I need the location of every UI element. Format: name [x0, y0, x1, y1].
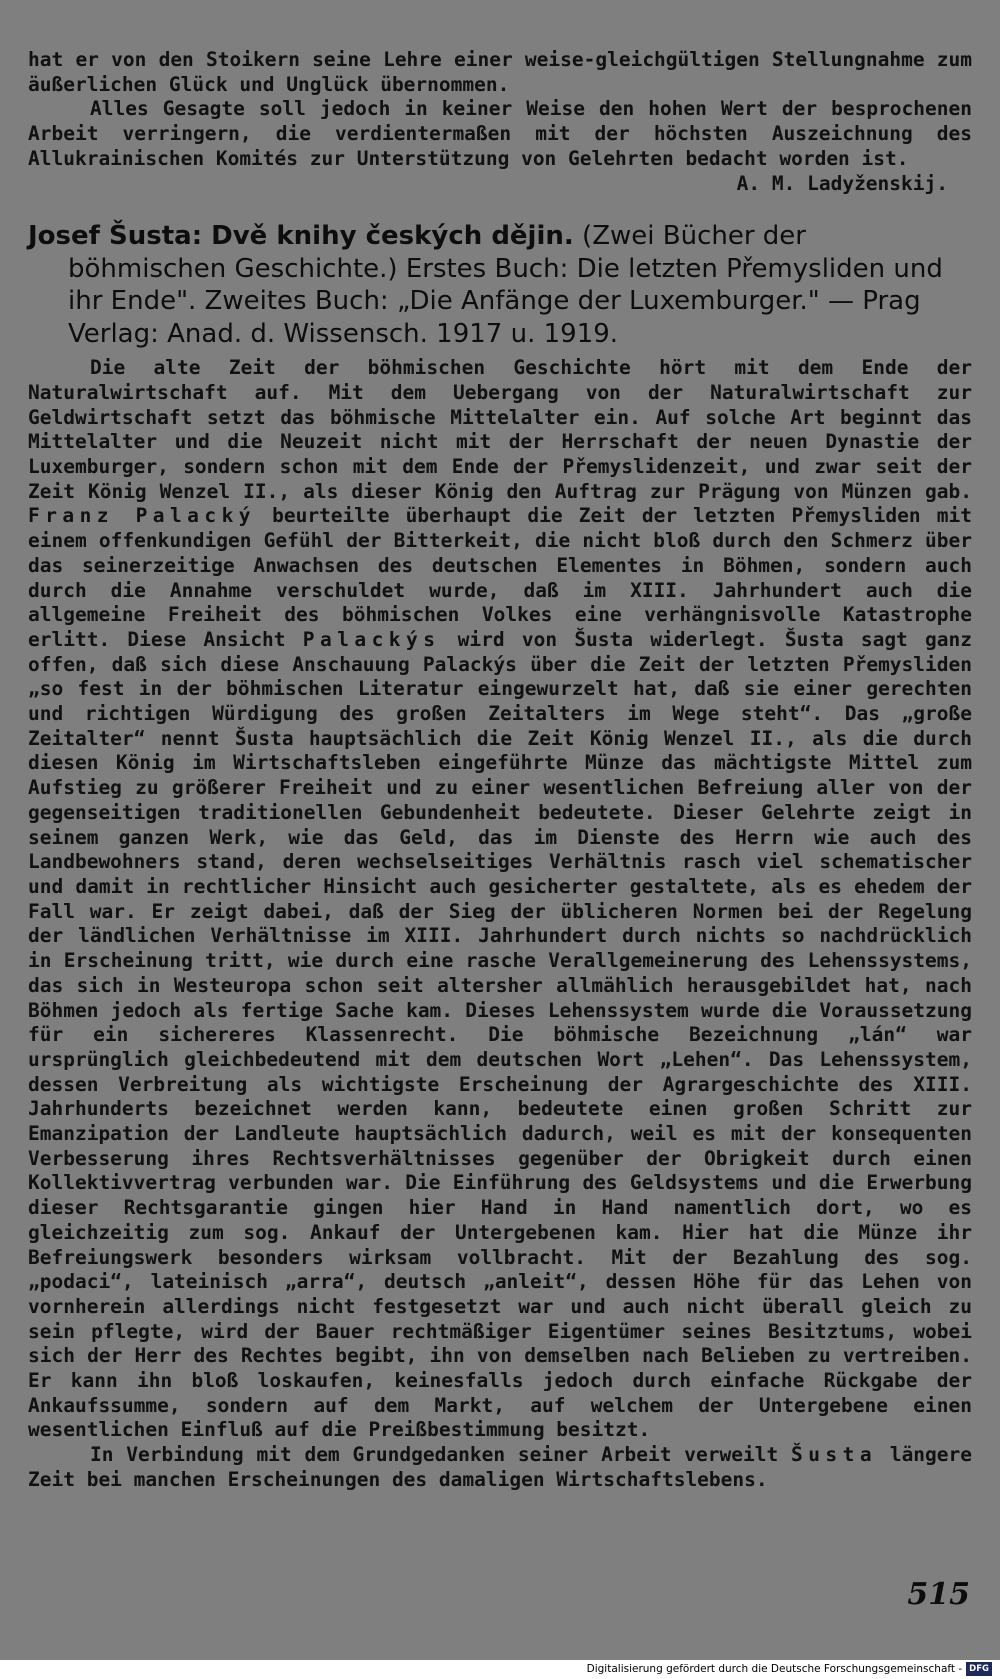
body-text-segment: Die alte Zeit der böhmischen Geschichte hört mit dem Ende der Naturalwirtschaft auf. Mit dem Uebergang von der Naturalwirtschaft zur Geldwirtschaft setzt das böhmische Mittelalter ein. Auf solche Art beginnt das Mittelalter und die Neuzeit nicht mit der Herrschaft der neuen Dynastie der Luxemburger, sondern schon mit dem Ende der Přemyslidenzeit, und zwar seit der Zeit König Wenzel II., als dieser König den Auftrag zur Prägung von Münzen gab.	[28, 356, 972, 503]
body-text-segment: längere Zeit bei manchen Erscheinungen des damaligen Wirtschaftslebens.	[28, 1443, 973, 1491]
review-closing-paragraph	[28, 1443, 972, 1492]
review-heading	[28, 220, 972, 350]
review-signature: A. M. Ladyženskij.	[736, 171, 948, 195]
intro-paragraph-continued: hat er von den Stoikern seine Lehre einer weise-gleichgültigen Stellungnahme zum äußerlichen Glück und Unglück übernommen.	[28, 48, 972, 96]
intro-paragraph: Alles Gesagte soll jedoch in keiner Weise den hohen Wert der besprochenen Arbeit verringern, die verdientermaßen mit der höchsten Auszeichnung des Allukrainischen Komités zur Unterstützung von Gelehrten bedacht worden ist.	[28, 97, 972, 170]
review-heading-title: Josef Šusta: Dvě knihy českých dějin.	[28, 221, 574, 252]
body-text-segment: In Verbindung mit dem Grundgedanken seiner Arbeit verweilt	[90, 1443, 779, 1467]
spaced-name-palacky: Franz Palacký	[28, 504, 256, 528]
footer-credit-text: Digitalisierung gefördert durch die Deutsche Forschungsgemeinschaft -	[586, 1663, 963, 1675]
body-text-segment: wird von Šusta widerlegt. Šusta sagt ganz offen, daß sich diese Anschauung Palackýs über die Zeit der letzten Přemysliden „so fest in der böhmischen Literatur eingewurzelt hat, daß sie einer gerechten und richtigen Würdigung des großen Zeitalters im Wege steht“. Das „große Zeitalter“ nennt Šusta hauptsächlich die Zeit König Wenzel II., als die durch diesen König im Wirtschaftsleben eingeführte Münze das mächtigste Mittel zum Aufstieg zu größerer Freiheit und zu einer wesentlichen Befreiung aller von der gegenseitigen traditionellen Gebundenheit bedeutete. Dieser Gelehrte zeigt in seinem ganzen Werk, wie das Geld, das im Dienste des Herrn wie auch des Landbewohners stand, deren wechselseitiges Verhältnis rasch viel schematischer und damit in rechtlicher Hinsicht auch gesicherter gestaltete, als es ehedem der Fall war. Er zeigt dabei, daß der Sieg der üblicheren Normen bei der Regelung der ländlichen Verhältnisse im XIII. Jahrhundert durch nichts so nachdrücklich in Erscheinung tritt, wie durch eine rasche Verallgemeinerung des Lehenssystems, das sich in Westeuropa schon seit altersher allmählich herausgebildet hat, nach Böhmen jedoch als fertige Sache kam. Dieses Lehenssystem wurde die Voraussetzung für ein sichereres Klassenrecht. Die böhmische Bezeichnung „lán“ war ursprünglich gleichbedeutend mit dem deutschen Wort „Lehen“. Das Lehenssystem, dessen Verbreitung als wichtigste Erscheinung der Agrargeschichte des XIII. Jahrhunderts bezeichnet werden kann, bedeutete einen großen Schritt zur Emanzipation der Landleute hauptsächlich dadurch, weil es mit der konsequenten Verbesserung ihres Rechtsverhältnisses gegenüber der Obrigkeit durch einen Kollektivvertrag verbunden war. Die Einführung des Geldsystems und die Erwerbung dieser Rechtsgarantie gingen hier Hand in Hand namentlich dort, wo es gleichzeitig zum sog. Ankauf der Untergebenen kam. Hier hat die Münze ihr Befreiungswerk besonders wirksam vollbracht. Mit der Bezahlung des sog. „podaci“, lateinisch „arra“, deutsch „anleit“, dessen Höhe für das Lehen von vornherein allerdings nicht festgesetzt war und auch nicht überall gleich zu sein pflegte, wird der Bauer rechtmäßiger Eigentümer seines Besitztums, wobei sich der Herr des Rechtes begibt, ihn von demselben nach Belieben zu vertreiben. Er kann ihn bloß loskaufen, keinesfalls jedoch durch einfache Rückgabe der Ankaufssumme, sondern auf dem Markt, auf welchem der Untergebene einen wesentlichen Einfluß auf die Preißbestimmung besitzt.	[28, 627, 972, 1442]
review-heading-details: (Zwei Bücher der böhmischen Geschichte.) Erstes Buch: Die letzten Přemysliden und ihr Ende". Zweites Buch: „Die Anfänge der Luxemburger." — Prag Verlag: Anad. d. Wissensch. 1917 u. 1919.	[68, 221, 943, 349]
dfg-logo-icon: DFG	[966, 1662, 992, 1676]
spaced-name-palackys: Palackýs	[302, 627, 441, 651]
body-text-segment: beurteilte überhaupt die Zeit der letzten Přemysliden mit einem offenkundigen Gefühl der Bitterkeit, die nicht bloß durch den Schmerz über das seinerzeitige Anwachsen des deutschen Elementes in Böhmen, sondern auch durch die Annahme verschuldet wurde, daß im XIII. Jahrhundert auch die allgemeine Freiheit des böhmischen Volkes eine verhängnisvolle Katastrophe erlitt. Diese Ansicht	[28, 504, 972, 651]
review-body-paragraph	[28, 356, 972, 1443]
spaced-name-susta: Šusta	[791, 1443, 878, 1467]
page-number: 515	[907, 1577, 970, 1612]
page-text-block	[28, 48, 972, 1493]
digitization-footer	[587, 1661, 992, 1677]
